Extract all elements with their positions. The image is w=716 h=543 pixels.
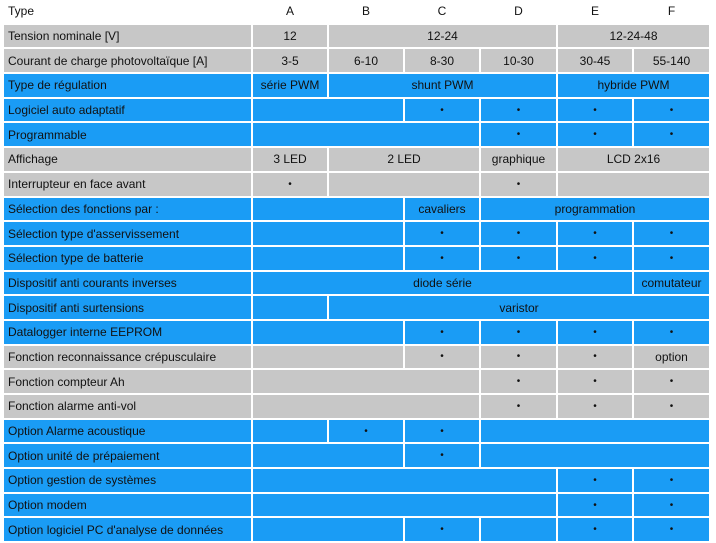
table-cell: •: [481, 370, 558, 395]
table-cell: •: [558, 469, 634, 494]
table-cell: 30-45: [558, 49, 634, 74]
table-cell: •: [634, 518, 711, 543]
table-cell: •: [329, 420, 405, 445]
table-cell: •: [558, 123, 634, 148]
table-row: [4, 444, 711, 469]
empty-cell: [558, 173, 711, 198]
table-cell: •: [405, 222, 481, 247]
table-cell: •: [481, 346, 558, 371]
empty-cell: [253, 346, 405, 371]
table-row: [4, 370, 711, 395]
table-cell: •: [634, 321, 711, 346]
table-cell: •: [634, 247, 711, 272]
empty-cell: [481, 444, 711, 469]
empty-cell: [481, 420, 711, 445]
table-cell: 55-140: [634, 49, 711, 74]
row-label: Sélection type d'asservissement: [4, 222, 253, 247]
table-cell: •: [634, 222, 711, 247]
table-row: [4, 420, 711, 445]
row-label: Fonction alarme anti-vol: [4, 395, 253, 420]
table-cell: comutateur: [634, 272, 711, 297]
table-cell: •: [405, 420, 481, 445]
table-cell: LCD 2x16: [558, 148, 711, 173]
table-cell: •: [558, 321, 634, 346]
empty-cell: [253, 370, 481, 395]
empty-cell: [253, 518, 405, 543]
table-row: [4, 222, 711, 247]
table-cell: •: [253, 173, 329, 198]
header-col-c: C: [405, 0, 481, 25]
empty-cell: [253, 123, 481, 148]
table-row: [4, 321, 711, 346]
empty-cell: [253, 99, 405, 124]
table-cell: shunt PWM: [329, 74, 558, 99]
table-cell: graphique: [481, 148, 558, 173]
table-cell: série PWM: [253, 74, 329, 99]
row-label: Dispositif anti courants inverses: [4, 272, 253, 297]
table-cell: •: [481, 173, 558, 198]
table-cell: •: [558, 222, 634, 247]
table-cell: varistor: [329, 296, 711, 321]
table-row: [4, 123, 711, 148]
table-cell: •: [481, 99, 558, 124]
table-cell: 12-24-48: [558, 25, 711, 50]
table-row: [4, 49, 711, 74]
empty-cell: [253, 420, 329, 445]
table-cell: •: [558, 346, 634, 371]
table-cell: 10-30: [481, 49, 558, 74]
table-cell: •: [481, 247, 558, 272]
table-cell: •: [481, 123, 558, 148]
empty-cell: [253, 444, 405, 469]
table-row: [4, 99, 711, 124]
empty-cell: [329, 173, 481, 198]
table-row: [4, 247, 711, 272]
controller-comparison-table: [4, 0, 711, 543]
empty-cell: [253, 395, 481, 420]
table-row: [4, 296, 711, 321]
row-label: Fonction reconnaissance crépusculaire: [4, 346, 253, 371]
row-label: Datalogger interne EEPROM: [4, 321, 253, 346]
empty-cell: [253, 198, 405, 223]
table-cell: •: [481, 222, 558, 247]
empty-cell: [253, 222, 405, 247]
table-cell: diode série: [253, 272, 634, 297]
table-cell: •: [558, 99, 634, 124]
table-cell: •: [634, 469, 711, 494]
table-cell: •: [481, 321, 558, 346]
table-cell: •: [405, 444, 481, 469]
table-cell: •: [405, 346, 481, 371]
table-cell: 2 LED: [329, 148, 481, 173]
table-row: [4, 272, 711, 297]
table-row: [4, 74, 711, 99]
row-label: Option modem: [4, 494, 253, 519]
table-cell: •: [634, 395, 711, 420]
row-label: Sélection type de batterie: [4, 247, 253, 272]
table-cell: 8-30: [405, 49, 481, 74]
table-cell: programmation: [481, 198, 711, 223]
row-label: Interrupteur en face avant: [4, 173, 253, 198]
table-row: [4, 395, 711, 420]
row-label: Courant de charge photovoltaïque [A]: [4, 49, 253, 74]
table-cell: 12-24: [329, 25, 558, 50]
table-cell: •: [634, 123, 711, 148]
header-col-e: E: [558, 0, 634, 25]
table-cell: •: [405, 321, 481, 346]
row-label: Option logiciel PC d'analyse de données: [4, 518, 253, 543]
table-row: [4, 148, 711, 173]
table-cell: cavaliers: [405, 198, 481, 223]
empty-cell: [253, 296, 329, 321]
table-cell: •: [558, 247, 634, 272]
table-cell: •: [634, 99, 711, 124]
table-cell: 6-10: [329, 49, 405, 74]
table-row: [4, 494, 711, 519]
table-row: [4, 25, 711, 50]
row-label: Logiciel auto adaptatif: [4, 99, 253, 124]
table-cell: hybride PWM: [558, 74, 711, 99]
header-type-label: Type: [4, 0, 253, 25]
table-cell: •: [405, 99, 481, 124]
row-label: Fonction compteur Ah: [4, 370, 253, 395]
row-label: Option Alarme acoustique: [4, 420, 253, 445]
table-cell: •: [558, 494, 634, 519]
table-cell: •: [634, 494, 711, 519]
empty-cell: [481, 518, 558, 543]
row-label: Dispositif anti surtensions: [4, 296, 253, 321]
row-label: Tension nominale [V]: [4, 25, 253, 50]
row-label: Type de régulation: [4, 74, 253, 99]
row-label: Programmable: [4, 123, 253, 148]
table-row: [4, 469, 711, 494]
table-cell: option: [634, 346, 711, 371]
row-label: Option unité de prépaiement: [4, 444, 253, 469]
table-cell: •: [558, 518, 634, 543]
table-row: [4, 198, 711, 223]
table-cell: 3 LED: [253, 148, 329, 173]
header-row: [4, 0, 711, 25]
table-row: [4, 173, 711, 198]
table-cell: •: [481, 395, 558, 420]
empty-cell: [253, 469, 558, 494]
table-cell: •: [405, 247, 481, 272]
header-col-d: D: [481, 0, 558, 25]
table-cell: •: [558, 395, 634, 420]
empty-cell: [253, 247, 405, 272]
table-cell: •: [405, 518, 481, 543]
header-col-a: A: [253, 0, 329, 25]
row-label: Sélection des fonctions par :: [4, 198, 253, 223]
table-row: [4, 346, 711, 371]
row-label: Option gestion de systèmes: [4, 469, 253, 494]
table-cell: •: [558, 370, 634, 395]
empty-cell: [253, 494, 558, 519]
header-col-b: B: [329, 0, 405, 25]
table-body: [4, 0, 711, 543]
table-cell: 12: [253, 25, 329, 50]
empty-cell: [253, 321, 405, 346]
table-cell: •: [634, 370, 711, 395]
table-row: [4, 518, 711, 543]
table-cell: 3-5: [253, 49, 329, 74]
header-col-f: F: [634, 0, 711, 25]
row-label: Affichage: [4, 148, 253, 173]
